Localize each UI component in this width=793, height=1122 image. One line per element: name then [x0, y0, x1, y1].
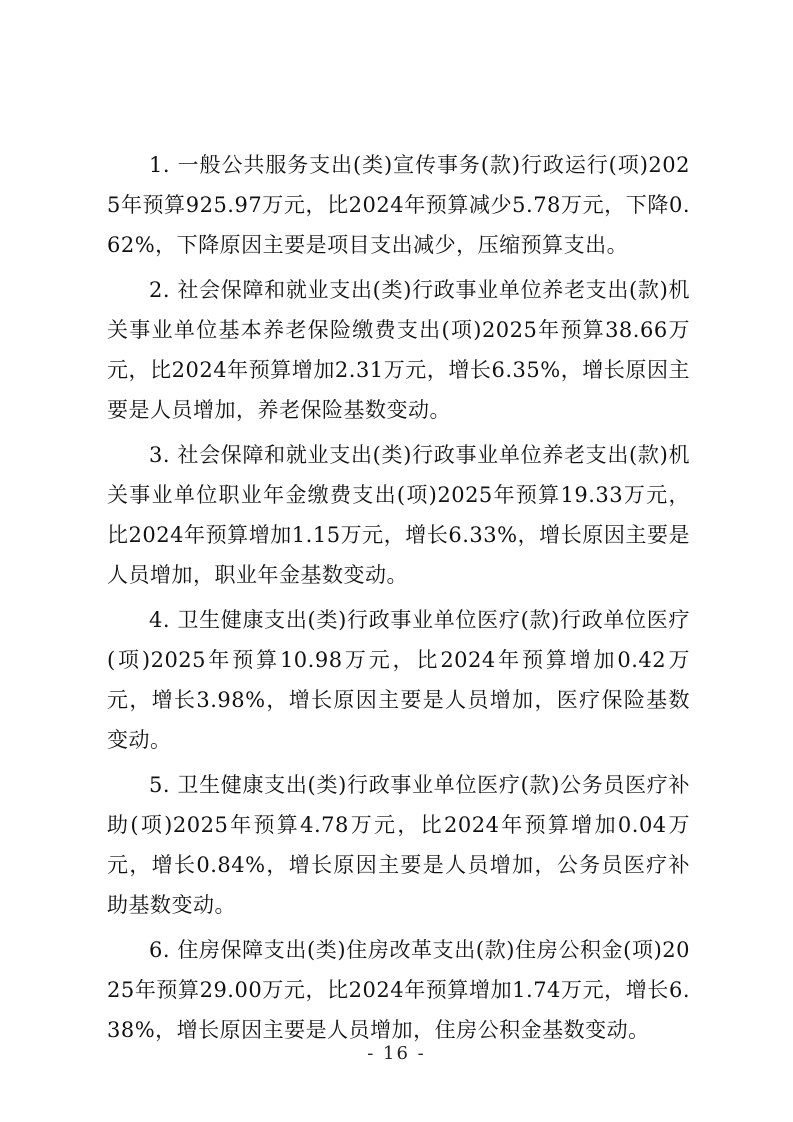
paragraph-4: 4. 卫生健康支出(类)行政事业单位医疗(款)行政单位医疗(项)2025年预算10.98万元，比2024年预算增加0.42万元，增长3.98%，增长原因主要是人员增加，医疗保险基数变动。 — [107, 608, 690, 752]
body-text — [107, 145, 690, 1055]
paragraph-6: 6. 住房保障支出(类)住房改革支出(款)住房公积金(项)2025年预算29.00万元，比2024年预算增加1.74万元，增长6.38%，增长原因主要是人员增加，住房公积金基数变动。 — [107, 938, 690, 1042]
paragraph-5: 5. 卫生健康支出(类)行政事业单位医疗(款)公务员医疗补助(项)2025年预算4.78万元，比2024年预算增加0.04万元，增长0.84%，增长原因主要是人员增加，公务员医疗补助基数变动。 — [107, 773, 690, 917]
paragraph-1: 1. 一般公共服务支出(类)宣传事务(款)行政运行(项)2025年预算925.97万元，比2024年预算减少5.78万元，下降0.62%，下降原因主要是项目支出减少，压缩预算支出。 — [107, 153, 690, 257]
paragraph-2: 2. 社会保障和就业支出(类)行政事业单位养老支出(款)机关事业单位基本养老保险缴费支出(项)2025年预算38.66万元，比2024年预算增加2.31万元，增长6.35%，增长原因主要是人员增加，养老保险基数变动。 — [107, 278, 690, 422]
page-number: - 16 - — [367, 1043, 426, 1064]
paragraph-3: 3. 社会保障和就业支出(类)行政事业单位养老支出(款)机关事业单位职业年金缴费支出(项)2025年预算19.33万元，比2024年预算增加1.15万元，增长6.33%，增长原因主要是人员增加，职业年金基数变动。 — [107, 443, 690, 587]
